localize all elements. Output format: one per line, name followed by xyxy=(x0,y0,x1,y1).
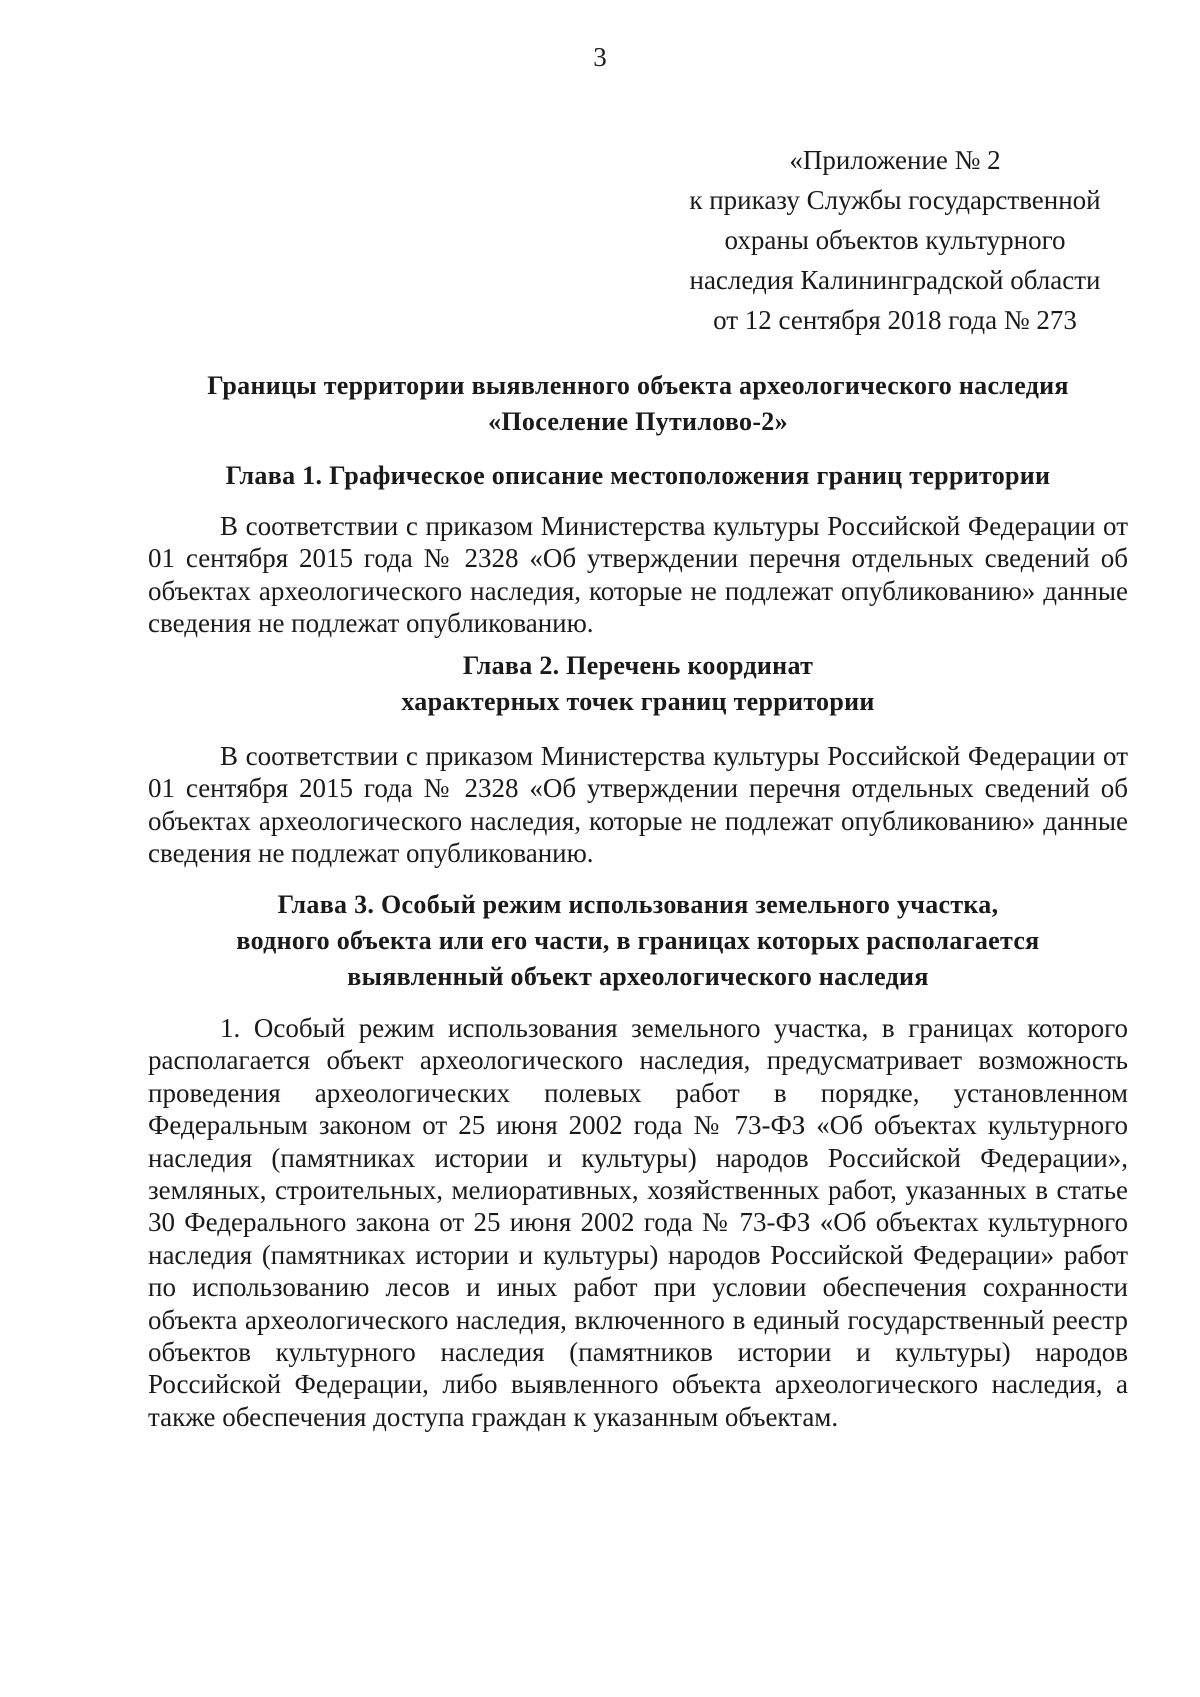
appendix-line: «Приложение № 2 xyxy=(789,145,1001,175)
chapter2-paragraph: В соответствии с приказом Министерства культуры Российской Федерации от 01 сентября 2015 года № 2328 «Об утверждении перечня отдельных сведений об объектах археологического наследия, которые не подлежат опубликованию» данные сведения не подлежат опубликованию. xyxy=(148,741,1128,869)
chapter2-heading-line: характерных точек границ территории xyxy=(401,687,875,716)
chapter1-heading xyxy=(148,458,1128,494)
document-title-line: Границы территории выявленного объекта археологического наследия xyxy=(207,371,1069,400)
chapter1-heading-line: Глава 1. Графическое описание местоположения границ территории xyxy=(225,461,1051,490)
document-title-line: «Поселение Путилово-2» xyxy=(488,407,788,436)
appendix-reference xyxy=(640,140,1150,340)
chapter3-heading-line: выявленный объект археологического наследия xyxy=(347,962,929,991)
chapter3-heading-line: Глава 3. Особый режим использования земельного участка, xyxy=(277,890,999,919)
chapter3-paragraph: 1. Особый режим использования земельного участка, в границах которого располагается объект археологического наследия, предусматривает возможность проведения археологических полевых работ в порядке, установленном Федеральным законом от 25 июня 2002 года № 73-ФЗ «Об объектах культурного наследия (памятниках истории и культуры) народов Российской Федерации», земляных, строительных, мелиоративных, хозяйственных работ, указанных в статье 30 Федерального закона от 25 июня 2002 года № 73-ФЗ «Об объектах культурного наследия (памятниках истории и культуры) народов Российской Федерации» работ по использованию лесов и иных работ при условии обеспечения сохранности объекта археологического наследия, включенного в единый государственный реестр объектов культурного наследия (памятников истории и культуры) народов Российской Федерации, либо выявленного объекта археологического наследия, а также обеспечения доступа граждан к указанным объектам. xyxy=(148,1013,1128,1432)
document-title xyxy=(148,368,1128,440)
appendix-line: охраны объектов культурного xyxy=(724,225,1066,255)
chapter2-heading xyxy=(148,648,1128,720)
appendix-line: к приказу Службы государственной xyxy=(689,185,1101,215)
chapter3-heading xyxy=(148,887,1128,995)
chapter2-heading-line: Глава 2. Перечень координат xyxy=(462,651,814,680)
appendix-line: от 12 сентября 2018 года № 273 xyxy=(713,305,1077,335)
chapter1-paragraph: В соответствии с приказом Министерства культуры Российской Федерации от 01 сентября 2015 года № 2328 «Об утверждении перечня отдельных сведений об объектах археологического наследия, которые не подлежат опубликованию» данные сведения не подлежат опубликованию. xyxy=(148,511,1128,639)
chapter3-heading-line: водного объекта или его части, в границах которых располагается xyxy=(236,926,1040,955)
appendix-line: наследия Калининградской области xyxy=(689,265,1101,295)
page-number: 3 xyxy=(593,42,607,72)
